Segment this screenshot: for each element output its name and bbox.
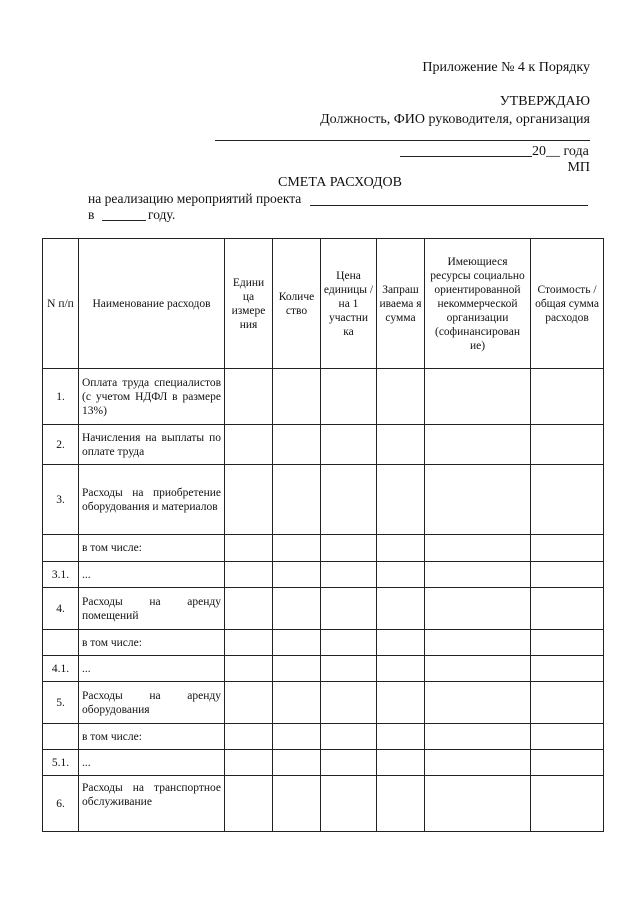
date-line xyxy=(400,156,532,157)
col-header-num: N п/п xyxy=(43,239,79,369)
row-name: в том числе: xyxy=(79,724,225,750)
col-header-requested: Запраш иваема я сумма xyxy=(377,239,425,369)
row-name: Начисления на выплаты по оплате труда xyxy=(79,425,225,465)
stamp-label: МП xyxy=(567,160,590,175)
table-row xyxy=(43,630,604,656)
cell xyxy=(531,776,604,832)
cell xyxy=(377,562,425,588)
table-row xyxy=(43,425,604,465)
cell xyxy=(531,465,604,535)
cell xyxy=(321,425,377,465)
cell xyxy=(425,776,531,832)
cell xyxy=(225,630,273,656)
cell xyxy=(225,724,273,750)
cell xyxy=(321,682,377,724)
cell xyxy=(425,425,531,465)
row-number: 3.1. xyxy=(43,562,79,588)
cell xyxy=(531,562,604,588)
year-label: 20__ года xyxy=(532,144,589,159)
cell xyxy=(377,630,425,656)
table-row xyxy=(43,588,604,630)
table-row xyxy=(43,682,604,724)
col-header-total: Стоимость / общая сумма расходов xyxy=(531,239,604,369)
cell xyxy=(321,465,377,535)
table-row xyxy=(43,656,604,682)
cell xyxy=(225,588,273,630)
cell xyxy=(377,425,425,465)
col-header-unit: Едини ца измере ния xyxy=(225,239,273,369)
cell xyxy=(377,465,425,535)
row-name: Расходы на аренду оборудования xyxy=(79,682,225,724)
cell xyxy=(425,535,531,562)
cell xyxy=(425,656,531,682)
table-row xyxy=(43,562,604,588)
cell xyxy=(321,724,377,750)
cell xyxy=(531,750,604,776)
cell xyxy=(531,682,604,724)
cell xyxy=(321,369,377,425)
row-number: 1. xyxy=(43,369,79,425)
cell xyxy=(531,588,604,630)
cell xyxy=(531,630,604,656)
cell xyxy=(321,588,377,630)
cell xyxy=(377,369,425,425)
col-header-resources: Имеющиеся ресурсы социально ориентированной некоммерческой организации (софинансирован ие) xyxy=(425,239,531,369)
cell xyxy=(425,588,531,630)
cell xyxy=(273,682,321,724)
project-name-line xyxy=(310,205,588,206)
cell xyxy=(225,465,273,535)
cell xyxy=(531,369,604,425)
cell xyxy=(425,369,531,425)
col-header-name: Наименование расходов xyxy=(79,239,225,369)
row-number: 5.1. xyxy=(43,750,79,776)
expense-table xyxy=(42,238,604,832)
cell xyxy=(273,656,321,682)
cell xyxy=(425,630,531,656)
signature-line xyxy=(215,140,590,141)
row-number xyxy=(43,630,79,656)
table-row xyxy=(43,369,604,425)
cell xyxy=(377,776,425,832)
cell xyxy=(273,562,321,588)
cell xyxy=(531,724,604,750)
cell xyxy=(273,535,321,562)
cell xyxy=(377,535,425,562)
cell xyxy=(225,562,273,588)
cell xyxy=(377,724,425,750)
table-row xyxy=(43,724,604,750)
row-name: ... xyxy=(79,656,225,682)
row-name: в том числе: xyxy=(79,630,225,656)
cell xyxy=(377,750,425,776)
cell xyxy=(425,465,531,535)
cell xyxy=(321,630,377,656)
table-row xyxy=(43,750,604,776)
appendix-note: Приложение № 4 к Порядку xyxy=(422,60,590,75)
year-blank-line xyxy=(102,220,146,221)
row-name: ... xyxy=(79,750,225,776)
cell xyxy=(321,776,377,832)
cell xyxy=(321,535,377,562)
col-header-price: Цена единицы / на 1 участни ка xyxy=(321,239,377,369)
cell xyxy=(377,588,425,630)
cell xyxy=(531,535,604,562)
row-number: 3. xyxy=(43,465,79,535)
cell xyxy=(273,724,321,750)
row-name: Расходы на приобретение оборудования и материалов xyxy=(79,465,225,535)
cell xyxy=(531,425,604,465)
cell xyxy=(321,656,377,682)
cell xyxy=(425,682,531,724)
approve-label: УТВЕРЖДАЮ xyxy=(499,94,590,109)
table-row xyxy=(43,465,604,535)
table-header-row xyxy=(43,239,604,369)
row-number: 4. xyxy=(43,588,79,630)
position-label: Должность, ФИО руководителя, организация xyxy=(320,112,590,127)
table-row xyxy=(43,776,604,832)
cell xyxy=(225,425,273,465)
cell xyxy=(273,465,321,535)
cell xyxy=(273,750,321,776)
col-header-qty: Количе ство xyxy=(273,239,321,369)
cell xyxy=(225,656,273,682)
row-number: 6. xyxy=(43,776,79,832)
cell xyxy=(225,369,273,425)
row-number xyxy=(43,535,79,562)
cell xyxy=(273,369,321,425)
cell xyxy=(273,425,321,465)
cell xyxy=(225,682,273,724)
purpose-label: на реализацию мероприятий проекта xyxy=(88,191,302,206)
table-row xyxy=(43,535,604,562)
cell xyxy=(321,562,377,588)
row-number: 5. xyxy=(43,682,79,724)
year-suffix: году. xyxy=(148,207,176,222)
row-number xyxy=(43,724,79,750)
cell xyxy=(531,656,604,682)
row-name: ... xyxy=(79,562,225,588)
cell xyxy=(425,750,531,776)
cell xyxy=(273,776,321,832)
cell xyxy=(377,656,425,682)
year-prefix: в xyxy=(88,207,95,222)
row-number: 2. xyxy=(43,425,79,465)
document-title: СМЕТА РАСХОДОВ xyxy=(278,175,402,190)
cell xyxy=(425,562,531,588)
cell xyxy=(321,750,377,776)
row-number: 4.1. xyxy=(43,656,79,682)
cell xyxy=(377,682,425,724)
row-name: Расходы на аренду помещений xyxy=(79,588,225,630)
cell xyxy=(425,724,531,750)
cell xyxy=(225,535,273,562)
row-name: в том числе: xyxy=(79,535,225,562)
row-name: Оплата труда специалистов (с учетом НДФЛ в размере 13%) xyxy=(79,369,225,425)
cell xyxy=(225,750,273,776)
row-name: Расходы на транспортное обслуживание xyxy=(79,776,225,832)
cell xyxy=(273,588,321,630)
cell xyxy=(273,630,321,656)
cell xyxy=(225,776,273,832)
